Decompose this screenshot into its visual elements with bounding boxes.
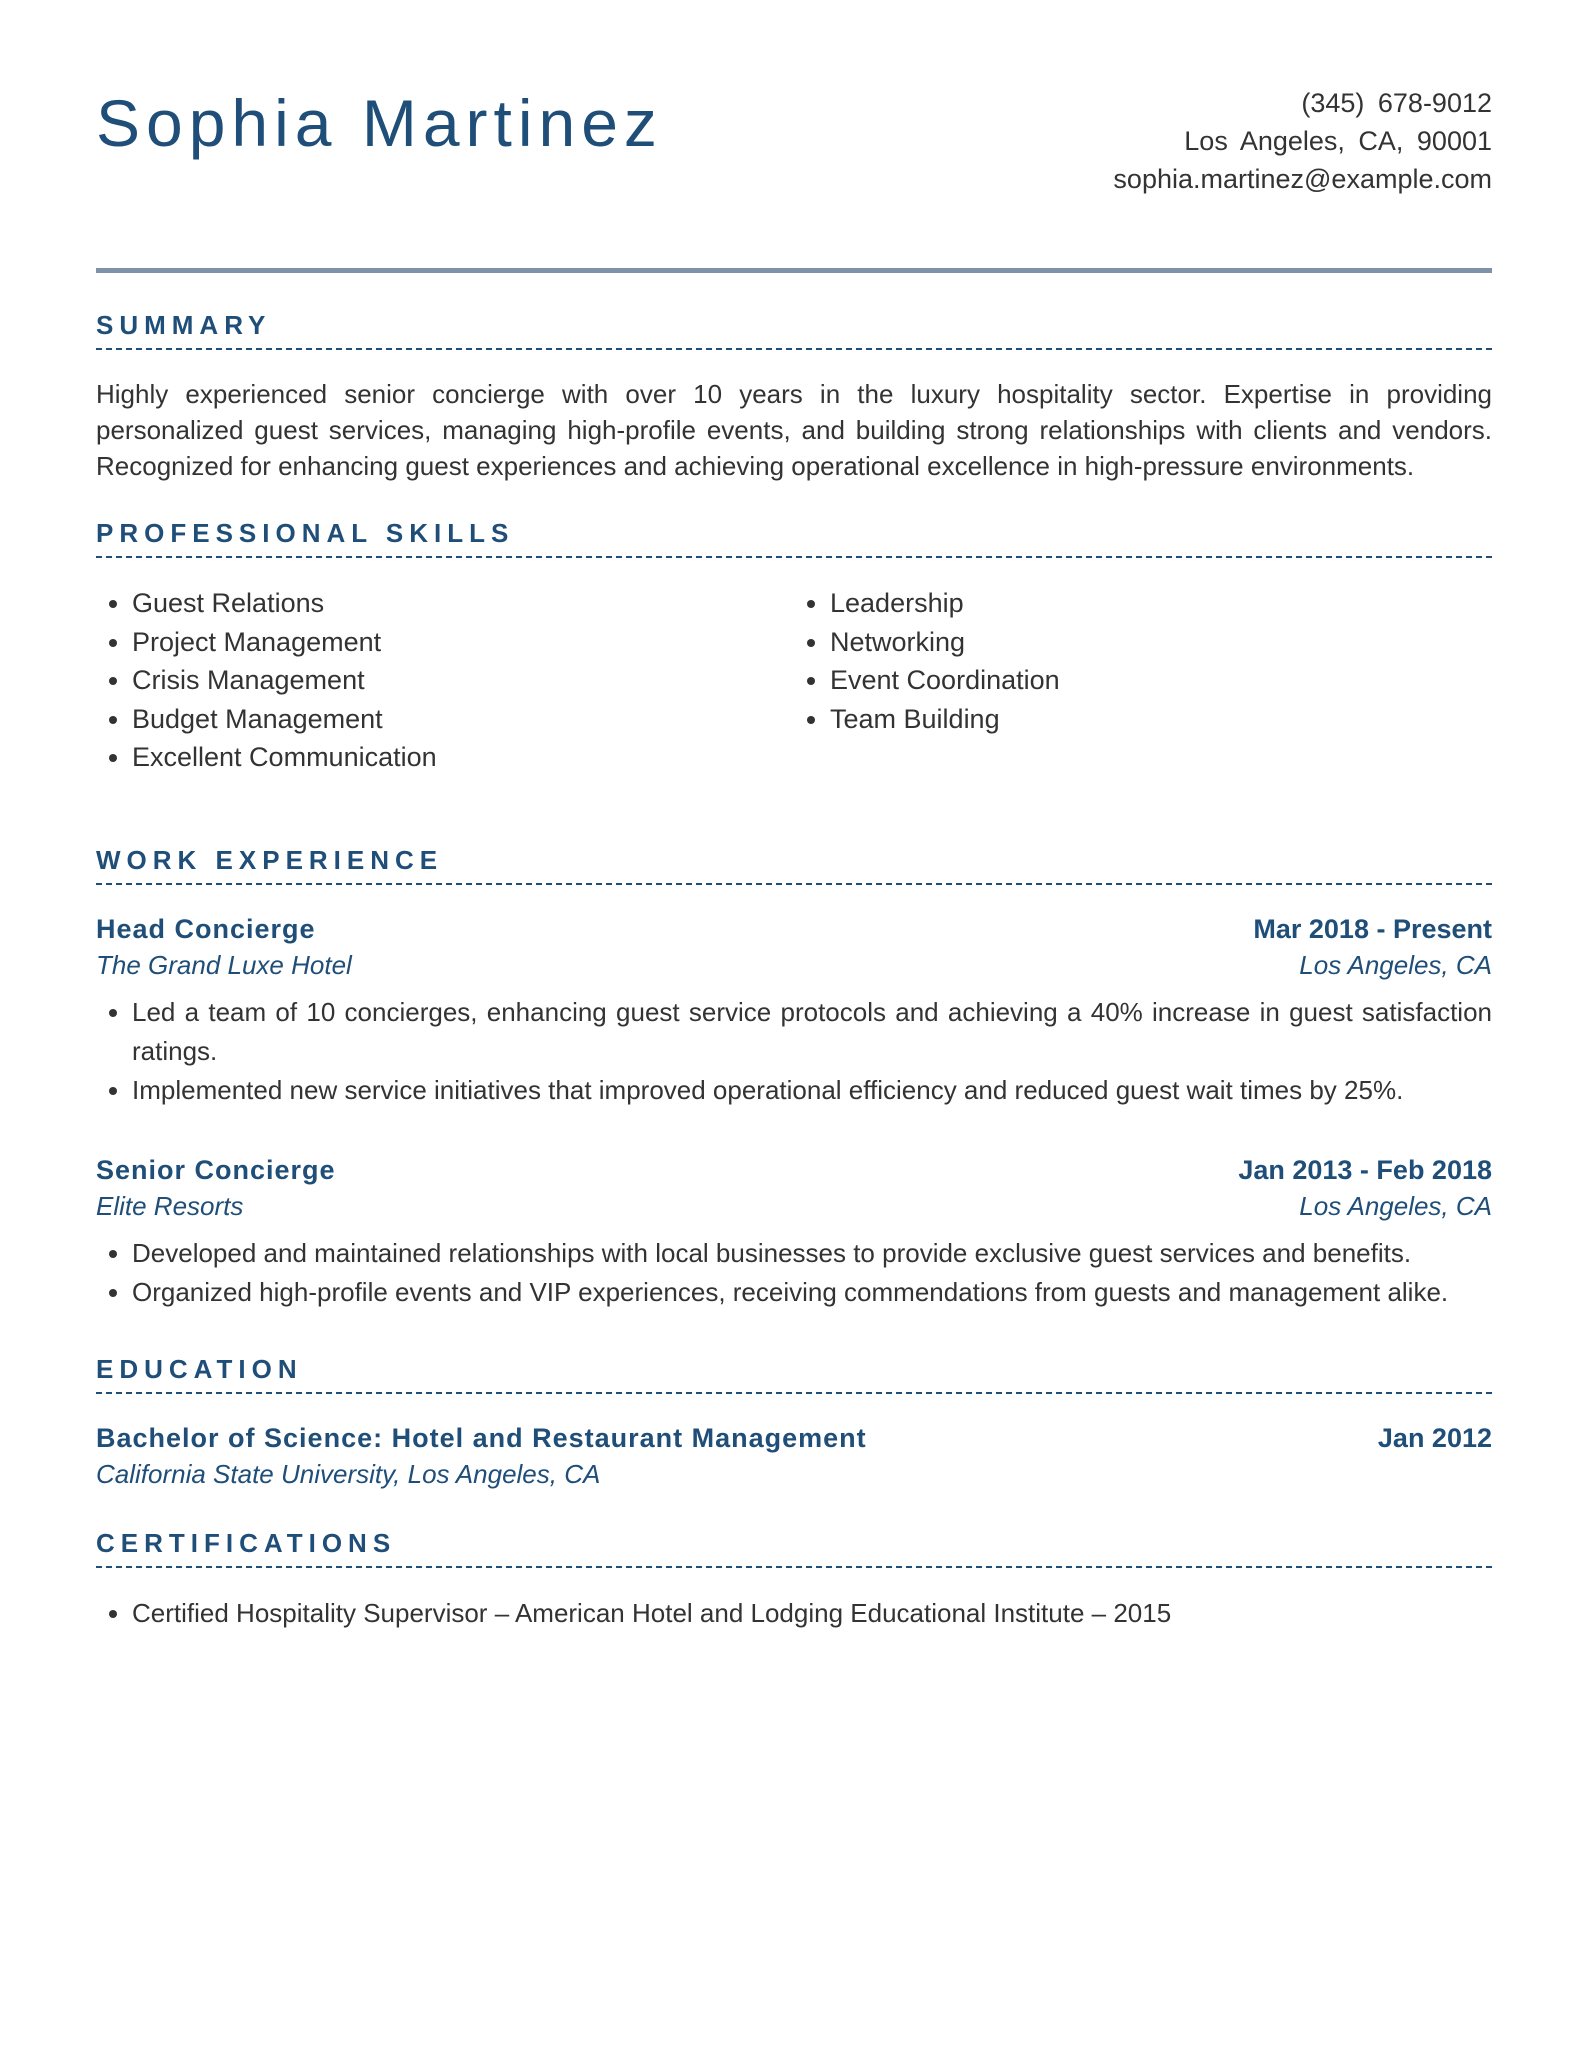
skill-item: • Excellent Communication	[132, 738, 794, 777]
email-address: sophia.martinez@example.com	[1113, 164, 1492, 194]
job-bullets	[96, 1234, 1492, 1312]
degree-title: Bachelor of Science: Hotel and Restaurant Management	[96, 1422, 867, 1453]
skill-item: • Guest Relations	[132, 584, 794, 623]
skills-columns	[96, 584, 1492, 777]
certifications-section	[96, 1526, 1492, 1632]
skill-item: • Budget Management	[132, 700, 794, 739]
company-name: Elite Resorts	[96, 1190, 244, 1221]
certification-item: • Certified Hospitality Supervisor – American Hotel and Lodging Educational Institute – 2015	[132, 1594, 1492, 1632]
header-divider	[96, 268, 1492, 273]
job-title: Senior Concierge	[96, 1154, 336, 1185]
section-title-education: EDUCATION	[96, 1352, 1492, 1394]
certifications-list	[96, 1594, 1492, 1632]
section-title-summary: SUMMARY	[96, 308, 1492, 350]
job-entry	[96, 1152, 1492, 1312]
skill-item: • Project Management	[132, 623, 794, 662]
skill-item: • Team Building	[830, 700, 1492, 739]
skills-list-right	[794, 584, 1492, 777]
address: Los Angeles, CA, 90001	[1184, 126, 1492, 156]
company-name: The Grand Luxe Hotel	[96, 949, 352, 980]
section-title-certifications: CERTIFICATIONS	[96, 1526, 1492, 1568]
skill-item: • Crisis Management	[132, 661, 794, 700]
section-title-experience: WORK EXPERIENCE	[96, 843, 1492, 885]
experience-section	[96, 843, 1492, 1312]
education-entry	[96, 1420, 1492, 1492]
job-dates: Mar 2018 - Present	[1253, 913, 1492, 944]
resume-header	[96, 0, 1492, 272]
skill-item: • Leadership	[830, 584, 1492, 623]
education-date: Jan 2012	[1377, 1422, 1492, 1453]
education-section	[96, 1352, 1492, 1492]
skill-item: • Event Coordination	[830, 661, 1492, 700]
job-bullet: • Led a team of 10 concierges, enhancing guest service protocols and achieving a 40% increase in guest satisfaction ratings.	[132, 993, 1492, 1071]
job-location: Los Angeles, CA	[1299, 1190, 1492, 1221]
job-entry	[96, 911, 1492, 1110]
contact-block	[1113, 84, 1492, 198]
skills-section	[96, 516, 1492, 777]
skills-list-left	[96, 584, 794, 777]
school-name: California State University, Los Angeles, CA	[96, 1458, 601, 1489]
summary-text: Highly experienced senior concierge with over 10 years in the luxury hospitality sector. Expertise in providing personalized guest services, managing high-profile events, and building strong relationships with clients and vendors. Recognized for enhancing guest experiences and achieving operational excellence in high-pressure environments.	[96, 379, 1492, 481]
job-location: Los Angeles, CA	[1299, 949, 1492, 980]
phone-number: (345) 678-9012	[1301, 88, 1492, 118]
section-title-skills: PROFESSIONAL SKILLS	[96, 516, 1492, 558]
job-title: Head Concierge	[96, 913, 316, 944]
summary-section	[96, 308, 1492, 484]
job-bullet: • Organized high-profile events and VIP experiences, receiving commendations from guests and management alike.	[132, 1273, 1492, 1312]
skill-item: • Networking	[830, 623, 1492, 662]
job-bullet: • Implemented new service initiatives that improved operational efficiency and reduced guest wait times by 25%.	[132, 1071, 1492, 1110]
job-bullet: • Developed and maintained relationships with local businesses to provide exclusive guest services and benefits.	[132, 1234, 1492, 1273]
job-bullets	[96, 993, 1492, 1110]
candidate-name: Sophia Martinez	[96, 86, 663, 160]
job-dates: Jan 2013 - Feb 2018	[1238, 1154, 1492, 1185]
